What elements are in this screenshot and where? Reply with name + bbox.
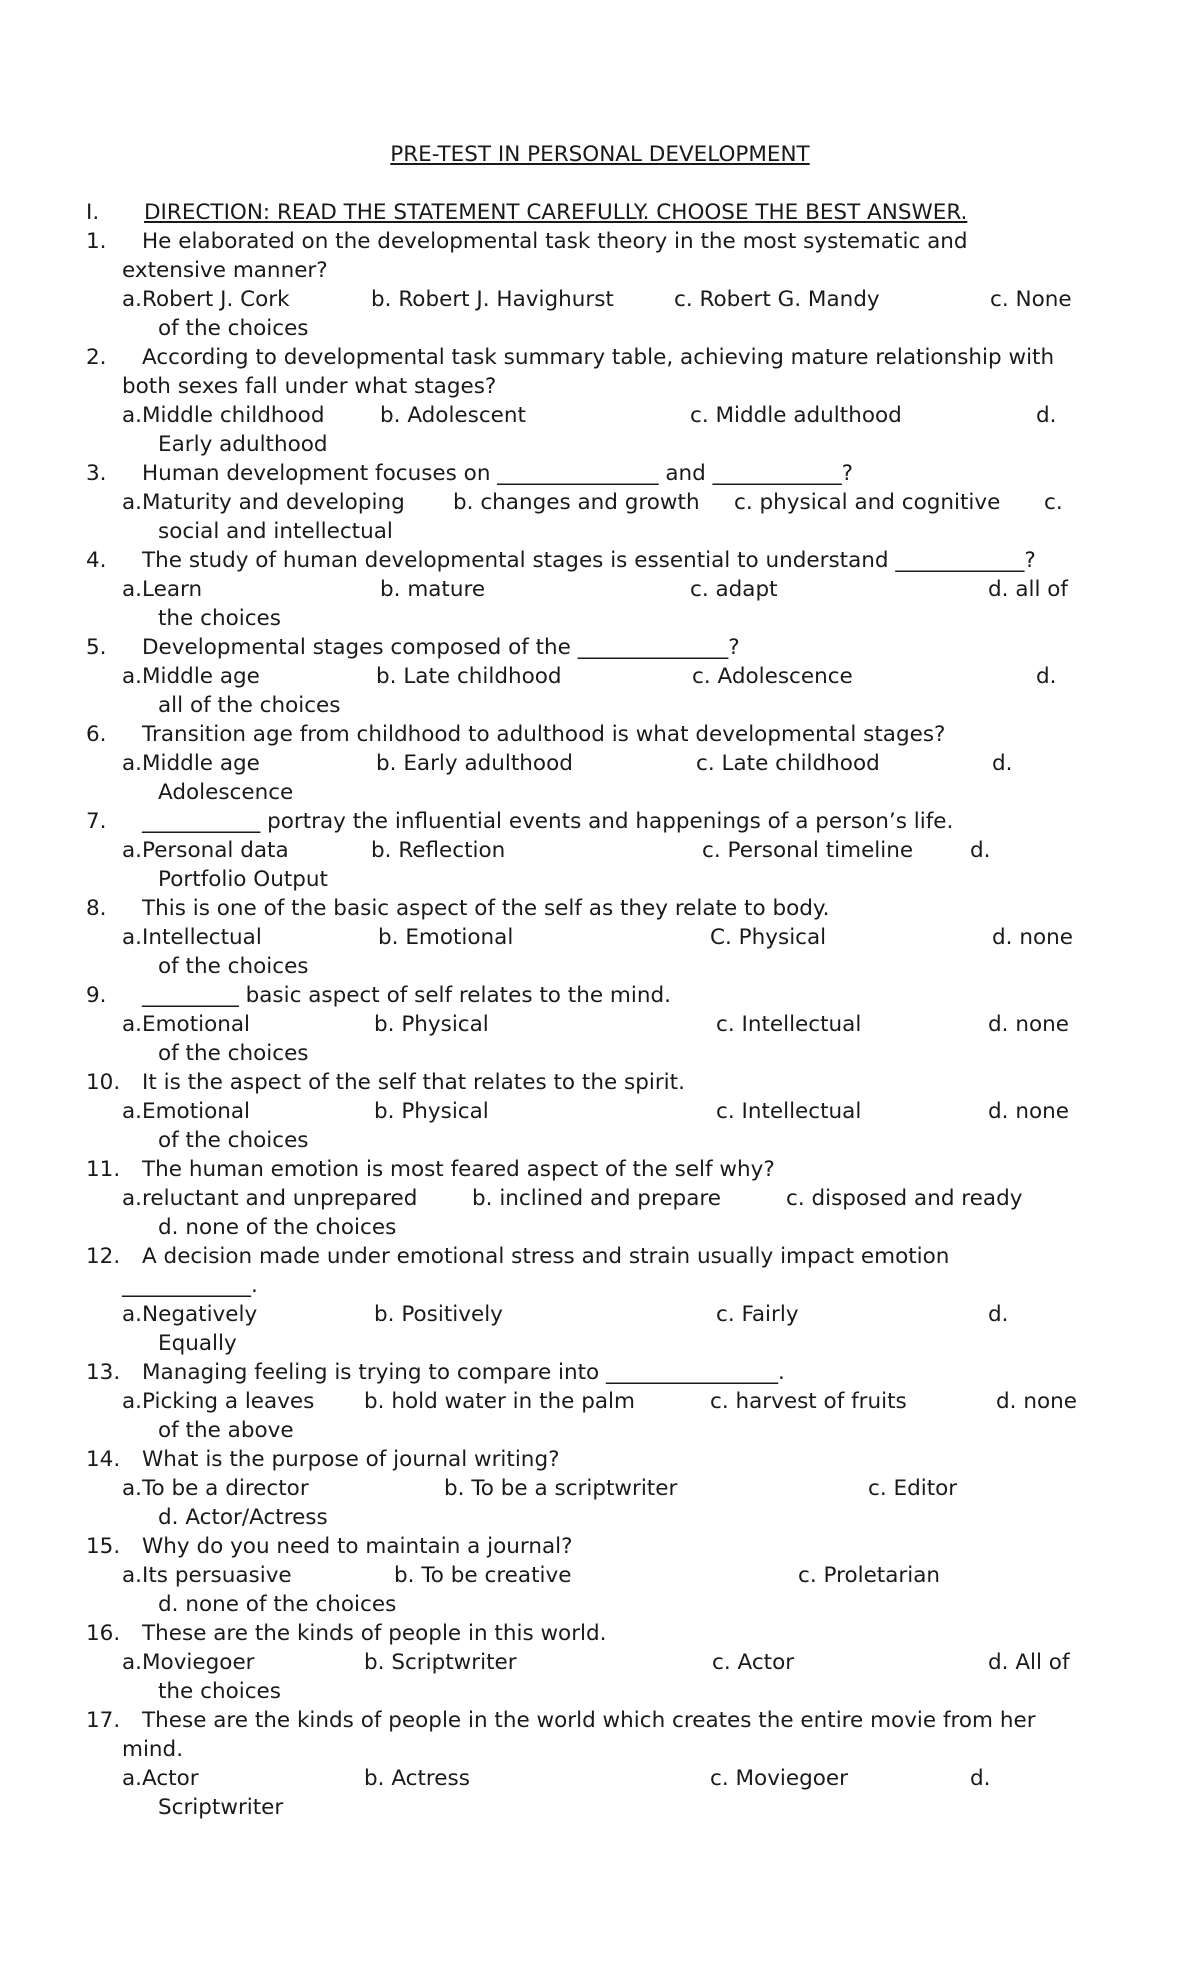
option-d: d. none [992,925,1073,950]
question-8 [86,894,1126,923]
question-text-cont: mind. [122,1737,184,1762]
question-text: This is one of the basic aspect of the self as they relate to body. [142,896,830,921]
option-c: c. disposed and ready [786,1186,1023,1211]
option-c: c. Intellectual [716,1099,862,1124]
option-wrap-text: d. none of the choices [158,1215,397,1240]
answer-options [86,1561,1126,1590]
option-c: c. Robert G. Mandy [674,287,880,312]
option-wrap-text: of the above [158,1418,294,1443]
question-text-cont: ____________. [122,1273,258,1298]
question-16 [86,1619,1126,1648]
question-text-continued [86,1735,1126,1764]
option-b: b. changes and growth [453,490,700,515]
question-number: 10. [86,1070,121,1095]
option-wrap-text: of the choices [158,954,309,979]
answer-options [86,1648,1126,1677]
option-wrap-text: Early adulthood [158,432,328,457]
option-d: d. [988,1302,1009,1327]
question-text: What is the purpose of journal writing? [142,1447,560,1472]
option-a: a.Moviegoer [122,1650,255,1675]
direction-text: DIRECTION: READ THE STATEMENT CAREFULLY. CHOOSE THE BEST ANSWER. [144,200,968,225]
option-wrap [86,1416,1126,1445]
option-a: a.Middle age [122,664,260,689]
option-wrap [86,1126,1126,1155]
option-a: a.Personal data [122,838,289,863]
option-wrap-text: the choices [158,606,281,631]
question-list [86,227,1126,1822]
option-wrap-text: Adolescence [158,780,294,805]
option-wrap-text: of the choices [158,1041,309,1066]
option-wrap [86,1677,1126,1706]
question-15 [86,1532,1126,1561]
option-a: a.Picking a leaves [122,1389,315,1414]
answer-options [86,923,1126,952]
option-b: b. Positively [374,1302,503,1327]
option-wrap [86,1329,1126,1358]
question-text: The human emotion is most feared aspect of the self why? [142,1157,775,1182]
question-17 [86,1706,1126,1735]
option-wrap [86,517,1126,546]
question-text: _________ basic aspect of self relates to the mind. [142,983,671,1008]
question-11 [86,1155,1126,1184]
answer-options [86,285,1126,314]
option-wrap-text: d. none of the choices [158,1592,397,1617]
option-c: c. harvest of fruits [710,1389,907,1414]
answer-options [86,401,1126,430]
option-wrap [86,604,1126,633]
direction [86,198,967,227]
option-b: b. To be creative [394,1563,572,1588]
option-d: d. [992,751,1013,776]
question-text: Why do you need to maintain a journal? [142,1534,573,1559]
answer-options [86,575,1126,604]
question-text: He elaborated on the developmental task theory in the most systematic and [142,229,968,254]
option-c: c. Moviegoer [710,1766,848,1791]
option-b: b. Physical [374,1012,489,1037]
page-title: PRE-TEST IN PERSONAL DEVELOPMENT [390,142,810,167]
answer-options [86,749,1126,778]
answer-options [86,1010,1126,1039]
answer-options [86,662,1126,691]
option-c: c. Proletarian [798,1563,941,1588]
option-wrap [86,1503,1126,1532]
question-14 [86,1445,1126,1474]
option-b: b. Scriptwriter [364,1650,517,1675]
option-wrap-text: Equally [158,1331,237,1356]
direction-number: I. [86,200,100,225]
question-number: 14. [86,1447,121,1472]
question-number: 5. [86,635,107,660]
question-number: 2. [86,345,107,370]
question-number: 11. [86,1157,121,1182]
question-9 [86,981,1126,1010]
question-text: Human development focuses on _______________ and ____________? [142,461,854,486]
question-text: According to developmental task summary table, achieving mature relationship with [142,345,1055,370]
option-wrap [86,1590,1126,1619]
option-wrap [86,778,1126,807]
option-d: d. [1036,664,1057,689]
option-wrap [86,430,1126,459]
option-a: a.Negatively [122,1302,258,1327]
option-b: b. Reflection [371,838,506,863]
option-wrap [86,1213,1126,1242]
option-c: c. Middle adulthood [690,403,902,428]
option-d: d. [970,838,991,863]
option-wrap-text: all of the choices [158,693,341,718]
option-b: b. Robert J. Havighurst [371,287,614,312]
option-b: b. mature [380,577,486,602]
question-6 [86,720,1126,749]
question-text: Transition age from childhood to adulthood is what developmental stages? [142,722,946,747]
question-text: These are the kinds of people in the world which creates the entire movie from her [142,1708,1036,1733]
option-c: c. Intellectual [716,1012,862,1037]
question-10 [86,1068,1126,1097]
question-number: 4. [86,548,107,573]
option-wrap-text: Scriptwriter [158,1795,284,1820]
option-wrap [86,691,1126,720]
option-c: c. Adolescence [692,664,853,689]
option-c: C. Physical [710,925,827,950]
question-7 [86,807,1126,836]
option-b: b. inclined and prepare [472,1186,721,1211]
question-text: Managing feeling is trying to compare into ________________. [142,1360,785,1385]
option-a: a.Intellectual [122,925,262,950]
option-b: b. Early adulthood [376,751,573,776]
question-number: 16. [86,1621,121,1646]
question-number: 7. [86,809,107,834]
option-c: c. Actor [712,1650,795,1675]
option-wrap-text: of the choices [158,1128,309,1153]
question-text: A decision made under emotional stress and strain usually impact emotion [142,1244,950,1269]
question-1 [86,227,1126,256]
question-text-continued [86,372,1126,401]
question-number: 3. [86,461,107,486]
question-2 [86,343,1126,372]
question-number: 12. [86,1244,121,1269]
question-text-continued [86,256,1126,285]
question-text: It is the aspect of the self that relates to the spirit. [142,1070,685,1095]
option-a: a.Robert J. Cork [122,287,290,312]
option-b: b. To be a scriptwriter [444,1476,678,1501]
option-wrap-text: of the choices [158,316,309,341]
option-c: c. Editor [868,1476,958,1501]
option-a: a.To be a director [122,1476,309,1501]
answer-options [86,1184,1126,1213]
option-a: a.Actor [122,1766,199,1791]
option-b: b. hold water in the palm [364,1389,635,1414]
question-3 [86,459,1126,488]
option-a: a.Emotional [122,1099,251,1124]
question-5 [86,633,1126,662]
option-c: c. physical and cognitive [734,490,1001,515]
option-d: d. [970,1766,991,1791]
question-text-continued [86,1271,1126,1300]
question-number: 9. [86,983,107,1008]
option-d: d. All of [988,1650,1070,1675]
option-d: d. all of [988,577,1068,602]
answer-options [86,1764,1126,1793]
option-wrap-text: the choices [158,1679,281,1704]
option-c: c. Fairly [716,1302,799,1327]
option-c: c. Personal timeline [702,838,914,863]
option-a: a.reluctant and unprepared [122,1186,418,1211]
question-number: 1. [86,229,107,254]
option-wrap [86,314,1126,343]
option-wrap [86,1793,1126,1822]
question-number: 13. [86,1360,121,1385]
question-text-cont: both sexes fall under what stages? [122,374,497,399]
option-wrap-text: d. Actor/Actress [158,1505,328,1530]
option-a: a.Its persuasive [122,1563,292,1588]
question-number: 17. [86,1708,121,1733]
option-d: c. None [990,287,1072,312]
option-a: a.Emotional [122,1012,251,1037]
option-d: d. none [996,1389,1077,1414]
question-number: 15. [86,1534,121,1559]
option-wrap [86,865,1126,894]
answer-options [86,1474,1126,1503]
option-a: a.Maturity and developing [122,490,405,515]
option-d: c. [1044,490,1063,515]
answer-options [86,1300,1126,1329]
option-a: a.Learn [122,577,203,602]
option-d: d. none [988,1012,1069,1037]
option-b: b. Late childhood [376,664,562,689]
question-12 [86,1242,1126,1271]
question-text: Developmental stages composed of the ______________? [142,635,740,660]
option-wrap [86,952,1126,981]
option-c: c. adapt [690,577,778,602]
answer-options [86,488,1126,517]
option-wrap [86,1039,1126,1068]
option-c: c. Late childhood [696,751,880,776]
option-d: d. none [988,1099,1069,1124]
option-d: d. [1036,403,1057,428]
question-text: These are the kinds of people in this world. [142,1621,607,1646]
option-b: b. Actress [364,1766,470,1791]
question-text: The study of human developmental stages is essential to understand ____________? [142,548,1036,573]
option-wrap-text: social and intellectual [158,519,393,544]
option-a: a.Middle childhood [122,403,325,428]
question-text-cont: extensive manner? [122,258,328,283]
question-4 [86,546,1126,575]
question-number: 6. [86,722,107,747]
option-a: a.Middle age [122,751,260,776]
question-text: ___________ portray the influential events and happenings of a person’s life. [142,809,954,834]
answer-options [86,1097,1126,1126]
option-wrap-text: Portfolio Output [158,867,328,892]
option-b: b. Physical [374,1099,489,1124]
option-b: b. Emotional [378,925,514,950]
question-13 [86,1358,1126,1387]
question-number: 8. [86,896,107,921]
answer-options [86,1387,1126,1416]
option-b: b. Adolescent [380,403,526,428]
answer-options [86,836,1126,865]
